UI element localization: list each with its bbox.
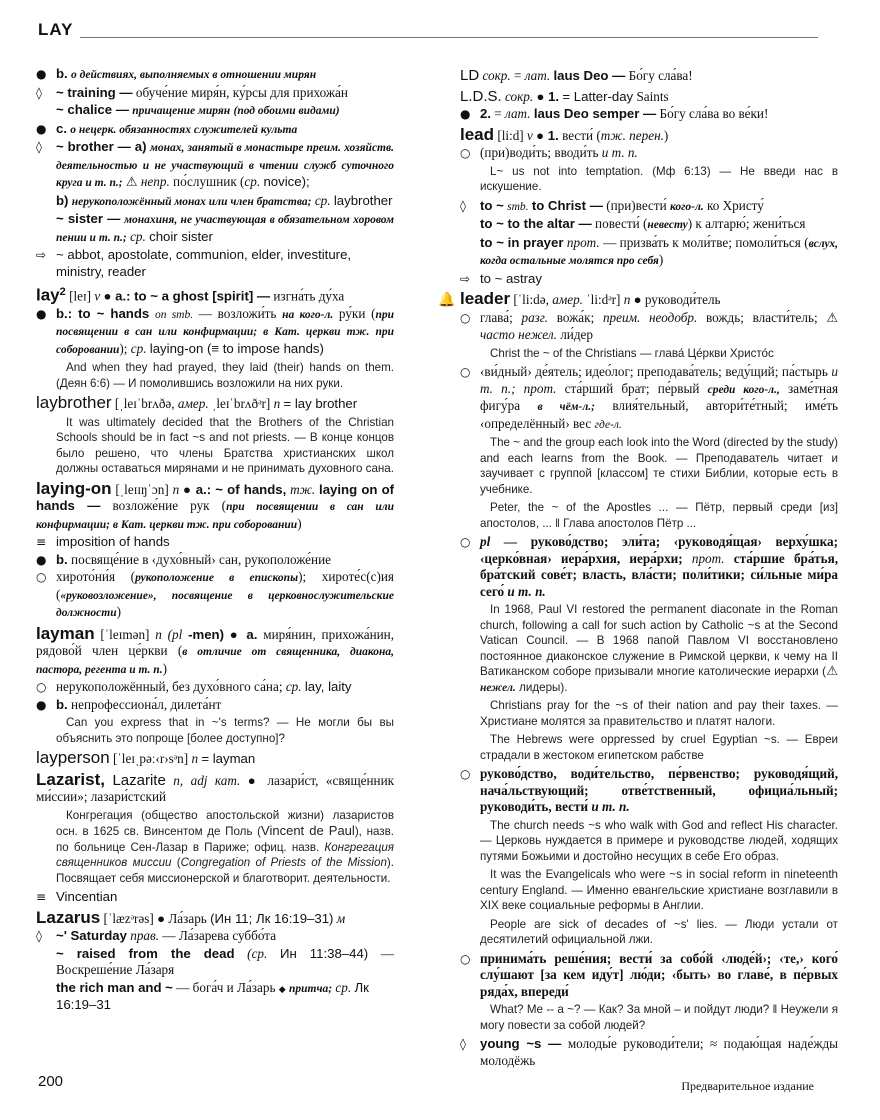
headword: Lazarus — [36, 907, 101, 927]
entry-headword-line: laying-on [ˌleɪɪŋˈɔn] n ● a.: ~ of hands, тж. laying on of hands — возложе́ние рук (при посвящении в сан или конфирмации; в Кат. церкви тж. при соборовании) — [36, 478, 395, 531]
entry-headword-line: L.D.S. сокр. ● 1. = Latter-day Saints — [460, 87, 669, 105]
running-head-word: LAY — [38, 20, 74, 39]
sense-line: ● b. посвяще́ние в ‹духо́вный› сан, рукоположе́ние — [36, 551, 331, 567]
arrow-right-icon: ⇨ — [36, 248, 47, 262]
warning-icon: ⚠ — [125, 175, 138, 190]
circle-icon: ○ — [460, 365, 471, 379]
entry-headword-line: layman [ˈleɪmən] n (pl -men) ● a. миря́нин, прихожа́нин, рядово́й член це́ркви (в отличие от священника, диакона, пастора, регента и т. п.) — [36, 623, 395, 676]
lozenge-icon: ◊ — [36, 85, 42, 100]
example: The ~ and the group each look into the Word (directed by the study) and each learns from the Book. — Преподаватель читает и заучивает с группой [классом] те стихи Библии, которые есть в учебнике. — [480, 436, 838, 496]
example: And when they had prayed, they laid (their) hands on them. (Деян 6:6) — И помолившись возложили на них руки. — [56, 361, 394, 390]
bullet-icon: ● — [460, 107, 471, 121]
example: Christ the ~ of the Christians — глава́ Це́ркви Христо́с — [490, 346, 774, 360]
headword: layperson — [36, 748, 110, 768]
sense-line: ● b. о действиях, выполняемых в отношении мирян — [36, 66, 317, 81]
headword: L.D.S. — [460, 87, 502, 105]
sense-line: ○ хирото́ни́я (рукоположение в епископы); хироте́с(с)ия («руковозложение», посвящение в церковнослужительские должности) — [36, 569, 394, 620]
bullet-icon: ● — [36, 121, 47, 136]
entry-headword-line: lead [li:d] v ● 1. вести́ (тж. перен.) — [460, 124, 669, 144]
sense-line: ● c. о нецерк. обязанностях служителей культа — [36, 120, 298, 136]
example: Christians pray for the ~s of their nation and pay their taxes. — Христиане молятся за правительство и платят налоги. — [480, 699, 838, 728]
headword: layman — [36, 623, 95, 643]
entry-headword-line: LD сокр. = лат. laus Deo — Бо́гу сла́ва! — [460, 67, 693, 84]
phrase-line: ◊ to ~ smb. to Christ — (при)вести́ кого-л. ко Христу́ — [460, 197, 764, 213]
phrase-line: ~ chalice — причащение мирян (под обоими видами) — [56, 102, 340, 117]
circle-icon: ○ — [460, 535, 471, 549]
synonym-icon: ≡ — [36, 890, 47, 905]
sense-line: ○ руково́дство, води́тельство, пе́рвенство; руководя́щий, нача́льствующий; отве́тственный, официа́льный; руководи́ть, вести́ и т. п. — [460, 766, 838, 814]
phrase-line: ◊ ~ training — обуче́ние миря́н, ку́рсы для прихожа́н — [36, 84, 348, 100]
phrase-line: to ~ in prayer прот. — призва́ть к моли́тве; помоли́ться (вслух, когда остальные молятся про себя) — [480, 234, 839, 267]
headword: LD — [460, 67, 480, 84]
edition-label: Предварительное издание — [681, 1079, 814, 1093]
bell-icon: 🔔 — [438, 292, 456, 308]
header-rule — [80, 37, 818, 38]
arrow-right-icon: ⇨ — [460, 271, 471, 286]
see-also-line: ⇨ ~ abbot, apostolate, communion, elder, investiture, ministry, reader — [36, 247, 352, 279]
bullet-icon: ● — [36, 306, 47, 321]
sense-line: ○ pl — руково́дство; эли́та; ‹руководя́щая› верху́шка; ‹церко́вная› иера́рхия, иера́рхи; прот. ста́ршие бра́тья, бра́тский сове́т; власть, вла́сти; поли́тики; си́льные ми́ра сего́ и т. п. — [460, 534, 839, 599]
entry-headword-line: 🔔 leader [ˈli:də, амер. ˈli:dᵊr] n ● руководи́тель — [438, 289, 721, 308]
entry-headword-line: layperson [ˈleɪˌpəː‹r›sᵊn] n = layman — [36, 748, 256, 768]
circle-icon: ○ — [460, 146, 471, 160]
example: What? Me -- a ~? — Как? За мной – и пойдут люди? ‖ Неужели я могу повести за собой людей? — [480, 1003, 838, 1032]
circle-icon: ○ — [36, 680, 47, 695]
warning-icon: ⚠ — [826, 664, 838, 679]
page-number: 200 — [38, 1073, 64, 1090]
left-column — [36, 66, 394, 1015]
sense-line: ○ (при)води́ть; вводи́ть и т. п. — [460, 145, 638, 160]
example: It was the Evangelicals who were ~s in social reform in nineteenth century England. — Именно евангельские христиане возглавили в XIX веке социальные реформы в Англии. — [480, 868, 838, 912]
lozenge-icon: ◊ — [36, 929, 42, 944]
example: The church needs ~s who walk with God and reflect His character. — Церковь нуждается в примере и руководстве людей, ходящих путями Божьими и достойно несущих в себе Его образ. — [480, 818, 838, 863]
bullet-icon: ● — [36, 552, 47, 567]
entry-headword-line: Lazarus [ˈlæzᵊrəs] ● Ла́зарь (Ин 11; Лк 16:19–31) м — [36, 907, 346, 927]
circle-icon: ○ — [460, 951, 471, 966]
phrase-line: b) нерукоположённый монах или член братства; ср. laybrother — [56, 192, 393, 208]
example: L~ us not into temptation. (Мф 6:13) — Не введи нас в искушение. — [480, 164, 838, 193]
circle-icon: ○ — [36, 570, 47, 585]
phrase-line: ◊ ~' Saturday прав. — Ла́зарева суббо́та — [36, 928, 277, 944]
headword: leader — [460, 289, 511, 308]
synonym-line: ≡ Vincentian — [36, 889, 118, 905]
phrase-line: ~ raised from the dead (ср. Ин 11:38–44) — Воскреше́ние Ла́заря — [56, 945, 395, 978]
phrase-line: ◊ ~ brother — a) монах, занятый в монастыре преим. хозяйств. деятельностью и не участвующий в чтении служб суточного круга и т. п.; ⚠ непр. по́слушник (ср. novice); — [36, 139, 395, 190]
example: In 1968, Paul VI restored the permanent diaconate in the Roman church, following a call for such action by Catholic ~s at the Second Vatican Council. — В 1968 папой Павлом VI восстановлено постоянное диаконское служение в Римской церкви, к чему на II Ватиканском соборе призывали многие католические иерархи (⚠ нежел. лидеры). — [480, 603, 838, 694]
headword: lay — [36, 285, 60, 305]
right-column — [438, 64, 839, 1070]
lozenge-icon: ◊ — [36, 140, 42, 154]
example: The Hebrews were oppressed by cruel Egyptian ~s. — Евреи страдали в жестоком египетском рабстве — [480, 733, 838, 762]
sense-line: ○ нерукоположённый, без духо́вного са́на; ср. lay, laity — [36, 679, 352, 695]
headword: laybrother — [36, 393, 112, 413]
example: Can you express that in ~'s terms? — Не могли бы вы объяснить это попроще [более доступно]? — [56, 716, 394, 745]
sense-line: ○ глава́; разг. вожа́к; преим. неодобр. вождь; власти́тель; ⚠ часто нежел. ли́дер — [460, 309, 839, 342]
lozenge-icon: ◊ — [460, 198, 466, 213]
sense-line: ● 2. = лат. laus Deo semper — Бо́гу сла́ва во ве́ки! — [460, 106, 769, 121]
sense-line: ○ ‹ви́дный› де́ятель; идео́лог; преподава́тель; веду́щий; па́стырь и т. п.; прот. ста́рший брат; пе́рвый среди кого-л., заме́тная фигу́ра в чём-л.; влия́тельный, автори́те́тный; име́ть ‹определённый› вес где-л. — [460, 364, 839, 431]
diamond-icon: ◆ — [278, 983, 286, 994]
example: It was ultimately decided that the Brothers of the Christian Schools should be in fact ~s and not priests. — В конце концов было решено, что члены Братства христианских школ должны оставаться мирянами и не принимать духовного сана. — [56, 415, 394, 476]
phrase-line: ◊ young ~s — молоды́е руководи́тели; ≈ подаю́щая наде́жды молодёжь — [460, 1036, 839, 1068]
entry-headword-line: laybrother [ˌleɪˈbrʌðə, амер. ˌleɪˈbrʌðᵊr] n = lay brother — [36, 393, 358, 413]
phrase-line: ~ sister — монахиня, не участвующая в обязательном хоровом пении и т. п.; ср. choir sister — [56, 211, 394, 244]
headword: laying-on — [36, 478, 112, 498]
bullet-icon: ● — [36, 697, 47, 712]
example: People are sick of decades of ~s' lies. — Люди устали от десятилетий официальной лжи. — [480, 917, 838, 946]
headword: Lazarist, — [36, 769, 105, 789]
circle-icon: ○ — [460, 310, 471, 325]
running-header — [38, 20, 818, 42]
phrase-line: to ~ to the altar — повести́ (невесту) к алтарю́; жени́ться — [480, 216, 806, 231]
sense-line: ● b.: to ~ hands on smb. — возложи́ть на кого-л. ру́ки (при посвящении в сан или конфирмации; в Кат. церкви тж. при соборовании); ср. laying-on (≡ to impose hands) — [36, 305, 395, 356]
note: Конгрегация (общество апостольской жизни) лазаристов осн. в 1625 св. Винсентом де Поль (Vincent de Paul), назв. по больнице Сен-Лазар в Париже; офиц. назв. Конгрегация священников миссии (Congregation of Priests of the Mission). Посвящает себя миссионерской и благотворит. деятельности. — [56, 808, 394, 885]
synonym-line: ≡ imposition of hands — [36, 534, 170, 550]
see-also-line: ⇨ to ~ astray — [460, 270, 542, 286]
synonym-icon: ≡ — [36, 535, 47, 550]
sense-line: ○ принима́ть реше́ния; вести́ за собо́й ‹люде́й›; ‹те,› кого́ слу́шают [за кем иду́т] лю́ди; ‹быть› во главе́, в пе́рвых ряда́х, впереди́ — [460, 950, 838, 999]
example: Peter, the ~ of the Apostles ... — Пётр, первый среди [из] апостолов, ... ‖ Глава апостолов Пётр ... — [480, 501, 838, 530]
entry-headword-line: lay$^2$ [leɪ] v ● a.: to ~ a ghost [spirit] — изгна́ть ду́ха — [36, 285, 345, 305]
lozenge-icon: ◊ — [460, 1037, 466, 1051]
phrase-line: the rich man and ~ — бога́ч и Ла́зарь ◆ притча; ср. Лк 16:19–31 — [56, 979, 369, 1013]
headword: lead — [460, 124, 495, 144]
sense-line: ● b. непрофессиона́л, дилета́нт — [36, 696, 222, 712]
entry-headword-line: Lazarist, Lazarite n, adj кат. ● лазари́ст, «свяще́нник ми́ссии»; лазари́стский — [36, 769, 395, 805]
warning-icon: ⚠ — [826, 310, 839, 326]
circle-icon: ○ — [460, 767, 471, 781]
bullet-icon: ● — [36, 67, 47, 81]
